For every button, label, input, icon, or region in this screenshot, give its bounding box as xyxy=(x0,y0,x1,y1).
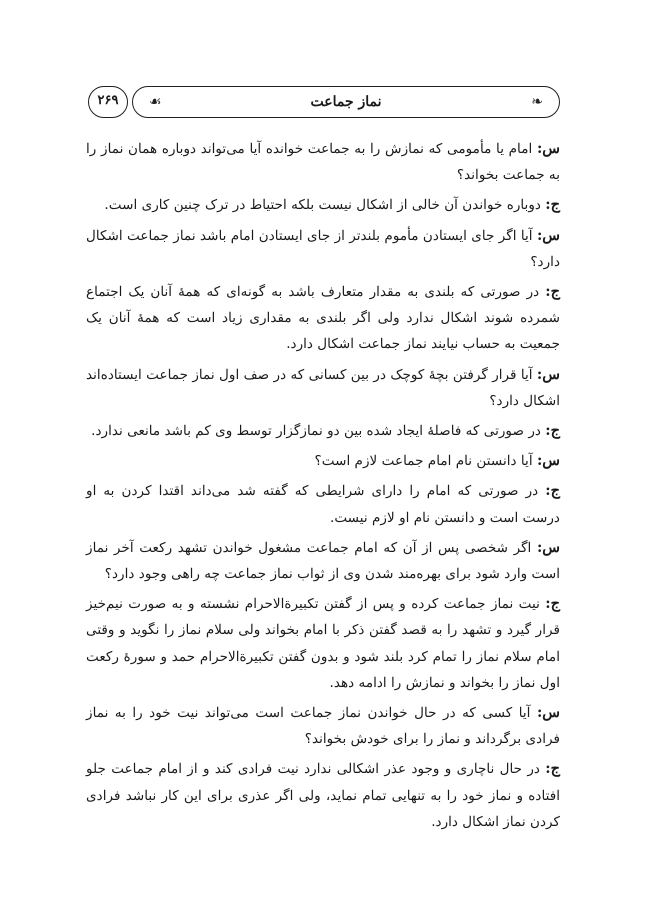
question-paragraph xyxy=(86,362,560,414)
question-paragraph xyxy=(86,535,560,587)
answer-paragraph xyxy=(86,591,560,696)
answer-marker: ج: xyxy=(545,760,560,778)
answer-text: نیت نماز جماعت کرده و پس از گفتن تکبیرةالاحرام نشسته و به صورت نیم‌خیز قرار گیرد و تشهد را به قصد گفتن ذکر با امام بخواند ولی سلام نماز را نگوید و وقتی امام سلام نماز را تمام کرد بلند شود و بدون گفتن تکبیرةالاحرام حمد و سورهٔ رکعت اول نماز را بخواند و نمازش را ادامه دهد. xyxy=(86,596,560,691)
answer-paragraph xyxy=(86,192,560,218)
ornament-left-icon: ☙ xyxy=(149,94,162,110)
answer-marker: ج: xyxy=(545,196,560,214)
question-marker: س: xyxy=(536,452,560,470)
question-text: آیا دانستن نام امام جماعت لازم است؟ xyxy=(314,453,533,470)
question-marker: س: xyxy=(536,226,560,244)
answer-text: در صورتی که امام را دارای شرایطی که گفته شد می‌داند اقتدا کردن به او درست است و دانستن نام او لازم نیست. xyxy=(86,483,560,526)
chapter-title: نماز جماعت xyxy=(310,94,382,110)
answer-paragraph xyxy=(86,279,560,358)
running-header xyxy=(88,86,560,122)
header-frame xyxy=(132,86,560,118)
question-marker: س: xyxy=(536,365,560,383)
question-text: آیا کسی که در حال خواندن نماز جماعت است می‌تواند نیت خود را به نماز فرادی برگرداند و نماز را برای خودش بخواند؟ xyxy=(86,705,560,748)
question-text: آیا اگر جای ایستادن مأموم بلندتر از جای ایستادن امام باشد نماز جماعت اشکال دارد؟ xyxy=(86,227,560,270)
answer-paragraph xyxy=(86,418,560,444)
question-text: آیا قرار گرفتن بچهٔ کوچک در بین کسانی که در صف اول نماز جماعت ایستاده‌اند اشکال دارد؟ xyxy=(86,366,560,409)
answer-marker: ج: xyxy=(545,482,560,500)
answer-text: دوباره خواندن آن خالی از اشکال نیست بلکه احتیاط در ترک چنین کاری است. xyxy=(104,197,541,214)
question-marker: س: xyxy=(536,140,560,157)
answer-text: در صورتی که بلندی به مقدار متعارف باشد به گونه‌ای که همهٔ آنان یک اجتماع شمرده شوند اشکال ندارد ولی اگر بلندی به مقداری زیاد است که همهٔ آنان یک جمعیت به حساب نیایند نماز جماعت اشکال دارد. xyxy=(86,284,560,353)
question-text: اگر شخصی پس از آن که امام جماعت مشغول خواندن تشهد رکعت آخر نماز است وارد شود برای بهره‌مند شدن وی از ثواب نماز جماعت چه راهی وجود دارد؟ xyxy=(86,539,560,583)
answer-text: در حال ناچاری و وجود عذر اشکالی ندارد نیت فرادی کند و از امام جماعت جلو افتاده و نماز خود را به تنهایی تمام نماید، ولی اگر عذری برای این کار نباشد فرادی کردن نماز اشکال دارد. xyxy=(86,761,560,830)
body-text xyxy=(86,136,560,839)
page-number: ۲۶۹ xyxy=(88,86,128,118)
answer-marker: ج: xyxy=(545,595,560,613)
question-paragraph xyxy=(86,448,560,474)
question-paragraph xyxy=(86,223,560,275)
answer-text: در صورتی که فاصلهٔ ایجاد شده بین دو نمازگزار توسط وی کم باشد مانعی ندارد. xyxy=(91,423,541,440)
ornament-right-icon: ❧ xyxy=(531,94,543,110)
question-marker: س: xyxy=(536,538,560,556)
question-marker: س: xyxy=(536,704,560,722)
answer-marker: ج: xyxy=(545,283,560,301)
answer-paragraph xyxy=(86,478,560,530)
question-text: امام یا مأمومی که نمازش را به جماعت خوانده آیا می‌تواند دوباره همان نماز را به جماعت بخواند؟ xyxy=(86,141,560,184)
answer-marker: ج: xyxy=(545,422,560,440)
question-paragraph xyxy=(86,700,560,752)
answer-paragraph xyxy=(86,756,560,835)
question-paragraph xyxy=(86,136,560,188)
